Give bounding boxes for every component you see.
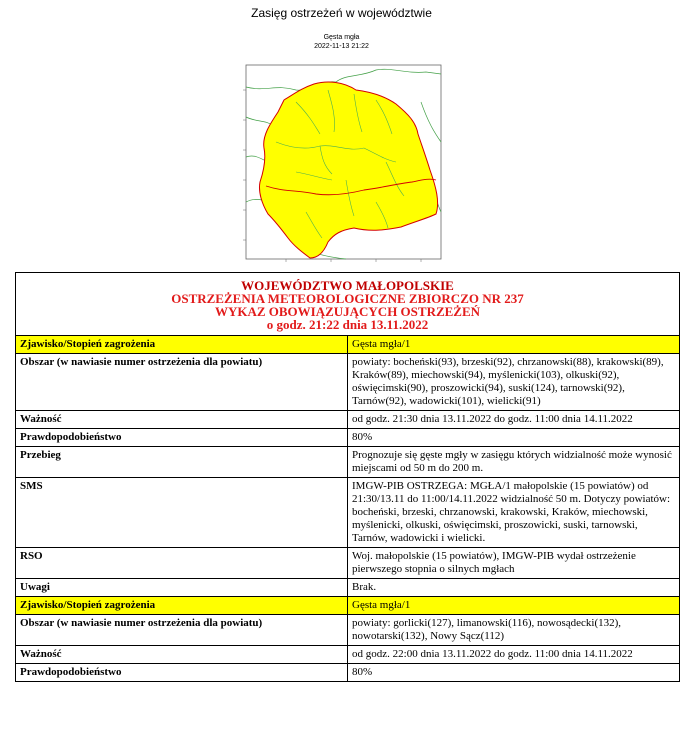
rso-label: RSO	[16, 548, 348, 579]
probability-label: Prawdopodobieństwo	[16, 429, 348, 447]
warning-map-svg	[236, 62, 451, 267]
warning-map	[236, 62, 451, 267]
table-row	[16, 478, 680, 548]
map-caption-date: 2022-11-13 21:22	[314, 43, 369, 50]
area-label-2: Obszar (w nawiasie numer ostrzeżenia dla powiatu)	[16, 615, 348, 646]
area-value-2: powiaty: gorlicki(127), limanowski(116), nowosądecki(132), nowotarski(132), Nowy Sącz(112)	[348, 615, 680, 646]
table-row	[16, 664, 680, 682]
warnings-table	[15, 272, 680, 682]
area-label: Obszar (w nawiasie numer ostrzeżenia dla powiatu)	[16, 354, 348, 411]
table-row	[16, 447, 680, 478]
phenomenon-label: Zjawisko/Stopień zagrożenia	[16, 336, 348, 354]
phenomenon-label-2: Zjawisko/Stopień zagrożenia	[16, 597, 348, 615]
probability-label-2: Prawdopodobieństwo	[16, 664, 348, 682]
sms-value: IMGW-PIB OSTRZEGA: MGŁA/1 małopolskie (15 powiatów) od 21:30/13.11 do 11:00/14.11.2022 widzialność 50 m. Dotyczy powiatów: bocheński, brzeski, chrzanowski, krakowski, Kraków, miechowski, myślenicki, olkuski, oświęcimski, proszowicki, suski, tarnowski, Tarnów, wadowicki i wielicki.	[348, 478, 680, 548]
header-line-bulletin: OSTRZEŻENIA METEOROLOGICZNE ZBIORCZO NR 237	[171, 291, 524, 306]
table-row	[16, 429, 680, 447]
course-value: Prognozuje się gęste mgły w zasięgu których widzialność może wynosić miejscami od 50 m do 200 m.	[348, 447, 680, 478]
probability-value-2: 80%	[348, 664, 680, 682]
map-caption	[0, 33, 683, 51]
table-row	[16, 336, 680, 354]
validity-value: od godz. 21:30 dnia 13.11.2022 do godz. 11:00 dnia 14.11.2022	[348, 411, 680, 429]
table-row	[16, 615, 680, 646]
table-row	[16, 579, 680, 597]
area-value: powiaty: bocheński(93), brzeski(92), chrzanowski(88), krakowski(89), Kraków(89), miechowski(94), myślenicki(103), olkuski(92), oświęcimski(90), proszowicki(94), suski(124), tarnowski(92), Tarnów(92), wadowicki(101), wielicki(91)	[348, 354, 680, 411]
phenomenon-value: Gęsta mgła/1	[348, 336, 680, 354]
table-row	[16, 354, 680, 411]
table-row	[16, 597, 680, 615]
validity-value-2: od godz. 22:00 dnia 13.11.2022 do godz. 11:00 dnia 14.11.2022	[348, 646, 680, 664]
remarks-label: Uwagi	[16, 579, 348, 597]
validity-label-2: Ważność	[16, 646, 348, 664]
header-line-time: o godz. 21:22 dnia 13.11.2022	[266, 317, 429, 332]
map-caption-title: Gęsta mgła	[323, 34, 360, 41]
phenomenon-value-2: Gęsta mgła/1	[348, 597, 680, 615]
course-label: Przebieg	[16, 447, 348, 478]
page-title: Zasięg ostrzeżeń w województwie	[251, 6, 432, 20]
validity-label: Ważność	[16, 411, 348, 429]
header-line-voivodeship: WOJEWÓDZTWO MAŁOPOLSKIE	[241, 278, 454, 293]
sms-label: SMS	[16, 478, 348, 548]
probability-value: 80%	[348, 429, 680, 447]
remarks-value: Brak.	[348, 579, 680, 597]
table-header	[16, 273, 680, 336]
table-header-row	[16, 273, 680, 336]
table-row	[16, 411, 680, 429]
table-row	[16, 548, 680, 579]
rso-value: Woj. małopolskie (15 powiatów), IMGW-PIB wydał ostrzeżenie pierwszego stopnia o silnych mgłach	[348, 548, 680, 579]
table-row	[16, 646, 680, 664]
header-line-list: WYKAZ OBOWIĄZUJĄCYCH OSTRZEŻEŃ	[214, 304, 481, 319]
